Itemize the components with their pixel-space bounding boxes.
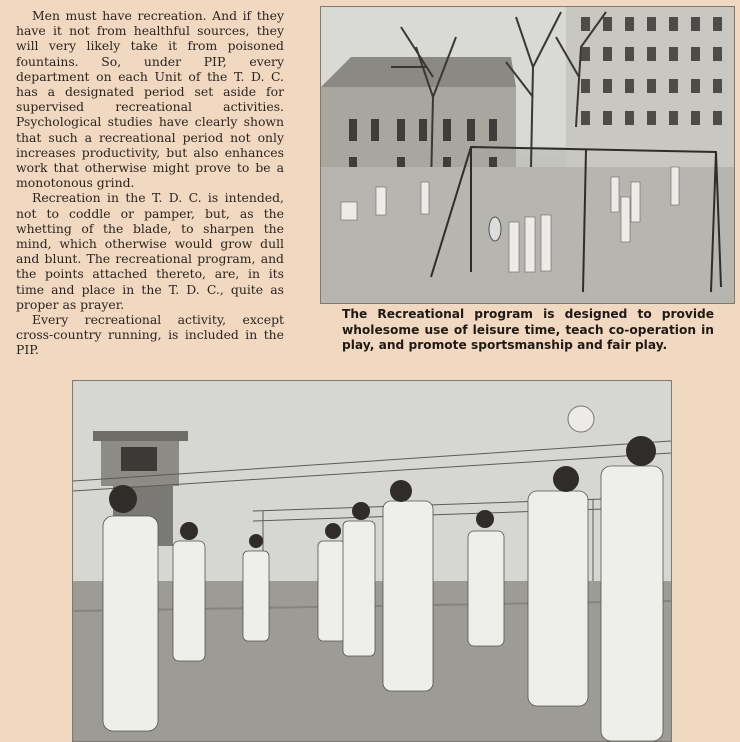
article-paragraph: Recreation in the T. D. C. is intended, not to coddle or pamper, but, as the whetting of the blade, to sharpen the mind, which otherwise would grow dull and blunt. The recreational program, and the points attached thereto, are, in its time and place in the T. D. C., quite as proper as prayer. — [16, 190, 284, 312]
article-paragraph: Every recreational activity, except cross-country running, is included in the PIP. — [16, 312, 284, 358]
recreation-yard-photo — [320, 6, 735, 304]
photo-caption: The Recreational program is designed to provide wholesome use of leisure time, teach co-operation in play, and promote sportsmanship and fair play. — [342, 307, 714, 353]
article-text-column — [16, 8, 284, 358]
volleyball-game-photo — [72, 380, 672, 742]
article-paragraph: Men must have recreation. And if they have it not from healthful sources, they will very likely take it from poisoned fountains. So, under PIP, every department on each Unit of the T. D. C. has a designated period set aside for supervised recreational activities. Psychological studies have clearly shown that such a recreational period not only increases productivity, but also enhances work that otherwise might prove to be a monotonous grind. — [16, 8, 284, 191]
